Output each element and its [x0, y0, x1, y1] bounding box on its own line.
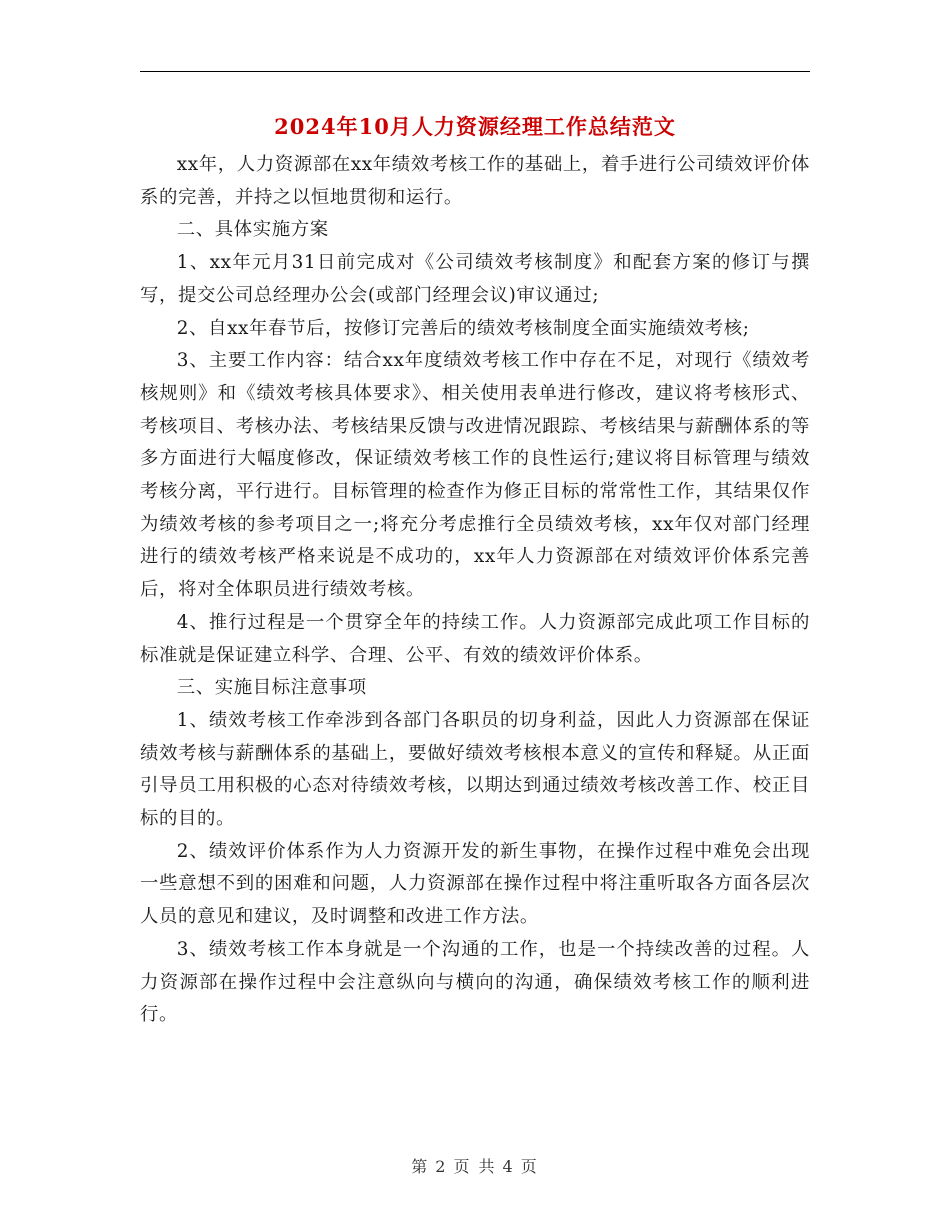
- paragraph-item-3: 3、主要工作内容：结合xx年度绩效考核工作中存在不足，对现行《绩效考核规则》和《绩效考核具体要求》、相关使用表单进行修改，建议将考核形式、考核项目、考核办法、考核结果反馈与改进情况跟踪、考核结果与薪酬体系的等多方面进行大幅度修改，保证绩效考核工作的良性运行;建议将目标管理与绩效考核分离，平行进行。目标管理的检查作为修正目标的常常性工作，其结果仅作为绩效考核的参考项目之一;将充分考虑推行全员绩效考核，xx年仅对部门经理进行的绩效考核严格来说是不成功的，xx年人力资源部在对绩效评价体系完善后，将对全体职员进行绩效考核。: [140, 350, 810, 601]
- footer-page-number: 2: [435, 1157, 448, 1176]
- paragraph-note-3: 3、绩效考核工作本身就是一个沟通的工作，也是一个持续改善的过程。人力资源部在操作过程中会注意纵向与横向的沟通，确保绩效考核工作的顺利进行。: [140, 938, 810, 1026]
- section-heading-notes: 三、实施目标注意事项: [176, 677, 367, 699]
- footer-middle: 页 共: [453, 1157, 497, 1176]
- document-body: [140, 149, 810, 1032]
- footer-total-pages: 4: [502, 1157, 515, 1176]
- paragraph-note-2: 2、绩效评价体系作为人力资源开发的新生事物，在操作过程中难免会出现一些意想不到的困难和问题，人力资源部在操作过程中将注重听取各方面各层次人员的意见和建议，及时调整和改进工作方法。: [140, 840, 810, 928]
- document-title: 2024年10月人力资源经理工作总结范文: [274, 114, 676, 139]
- paragraph-item-4: 4、推行过程是一个贯穿全年的持续工作。人力资源部完成此项工作目标的标准就是保证建立科学、合理、公平、有效的绩效评价体系。: [140, 611, 810, 666]
- paragraph-item-2: 2、自xx年春节后，按修订完善后的绩效考核制度全面实施绩效考核;: [176, 317, 750, 339]
- footer-prefix: 第: [411, 1157, 430, 1176]
- paragraph-item-1: 1、xx年元月31日前完成对《公司绩效考核制度》和配套方案的修订与撰写，提交公司总经理办公会(或部门经理会议)审议通过;: [140, 252, 810, 306]
- section-heading-implementation: 二、具体实施方案: [176, 219, 329, 241]
- paragraph-intro: xx年，人力资源部在xx年绩效考核工作的基础上，着手进行公司绩效评价体系的完善，并持之以恒地贯彻和运行。: [140, 154, 810, 208]
- page-footer: [140, 1154, 810, 1177]
- paragraph-note-1: 1、绩效考核工作牵涉到各部门各职员的切身利益，因此人力资源部在保证绩效考核与薪酬体系的基础上，要做好绩效考核根本意义的宣传和释疑。从正面引导员工用积极的心态对待绩效考核，以期达到通过绩效考核改善工作、校正目标的目的。: [140, 709, 810, 830]
- header-rule: [140, 71, 810, 72]
- footer-suffix: 页: [520, 1157, 539, 1176]
